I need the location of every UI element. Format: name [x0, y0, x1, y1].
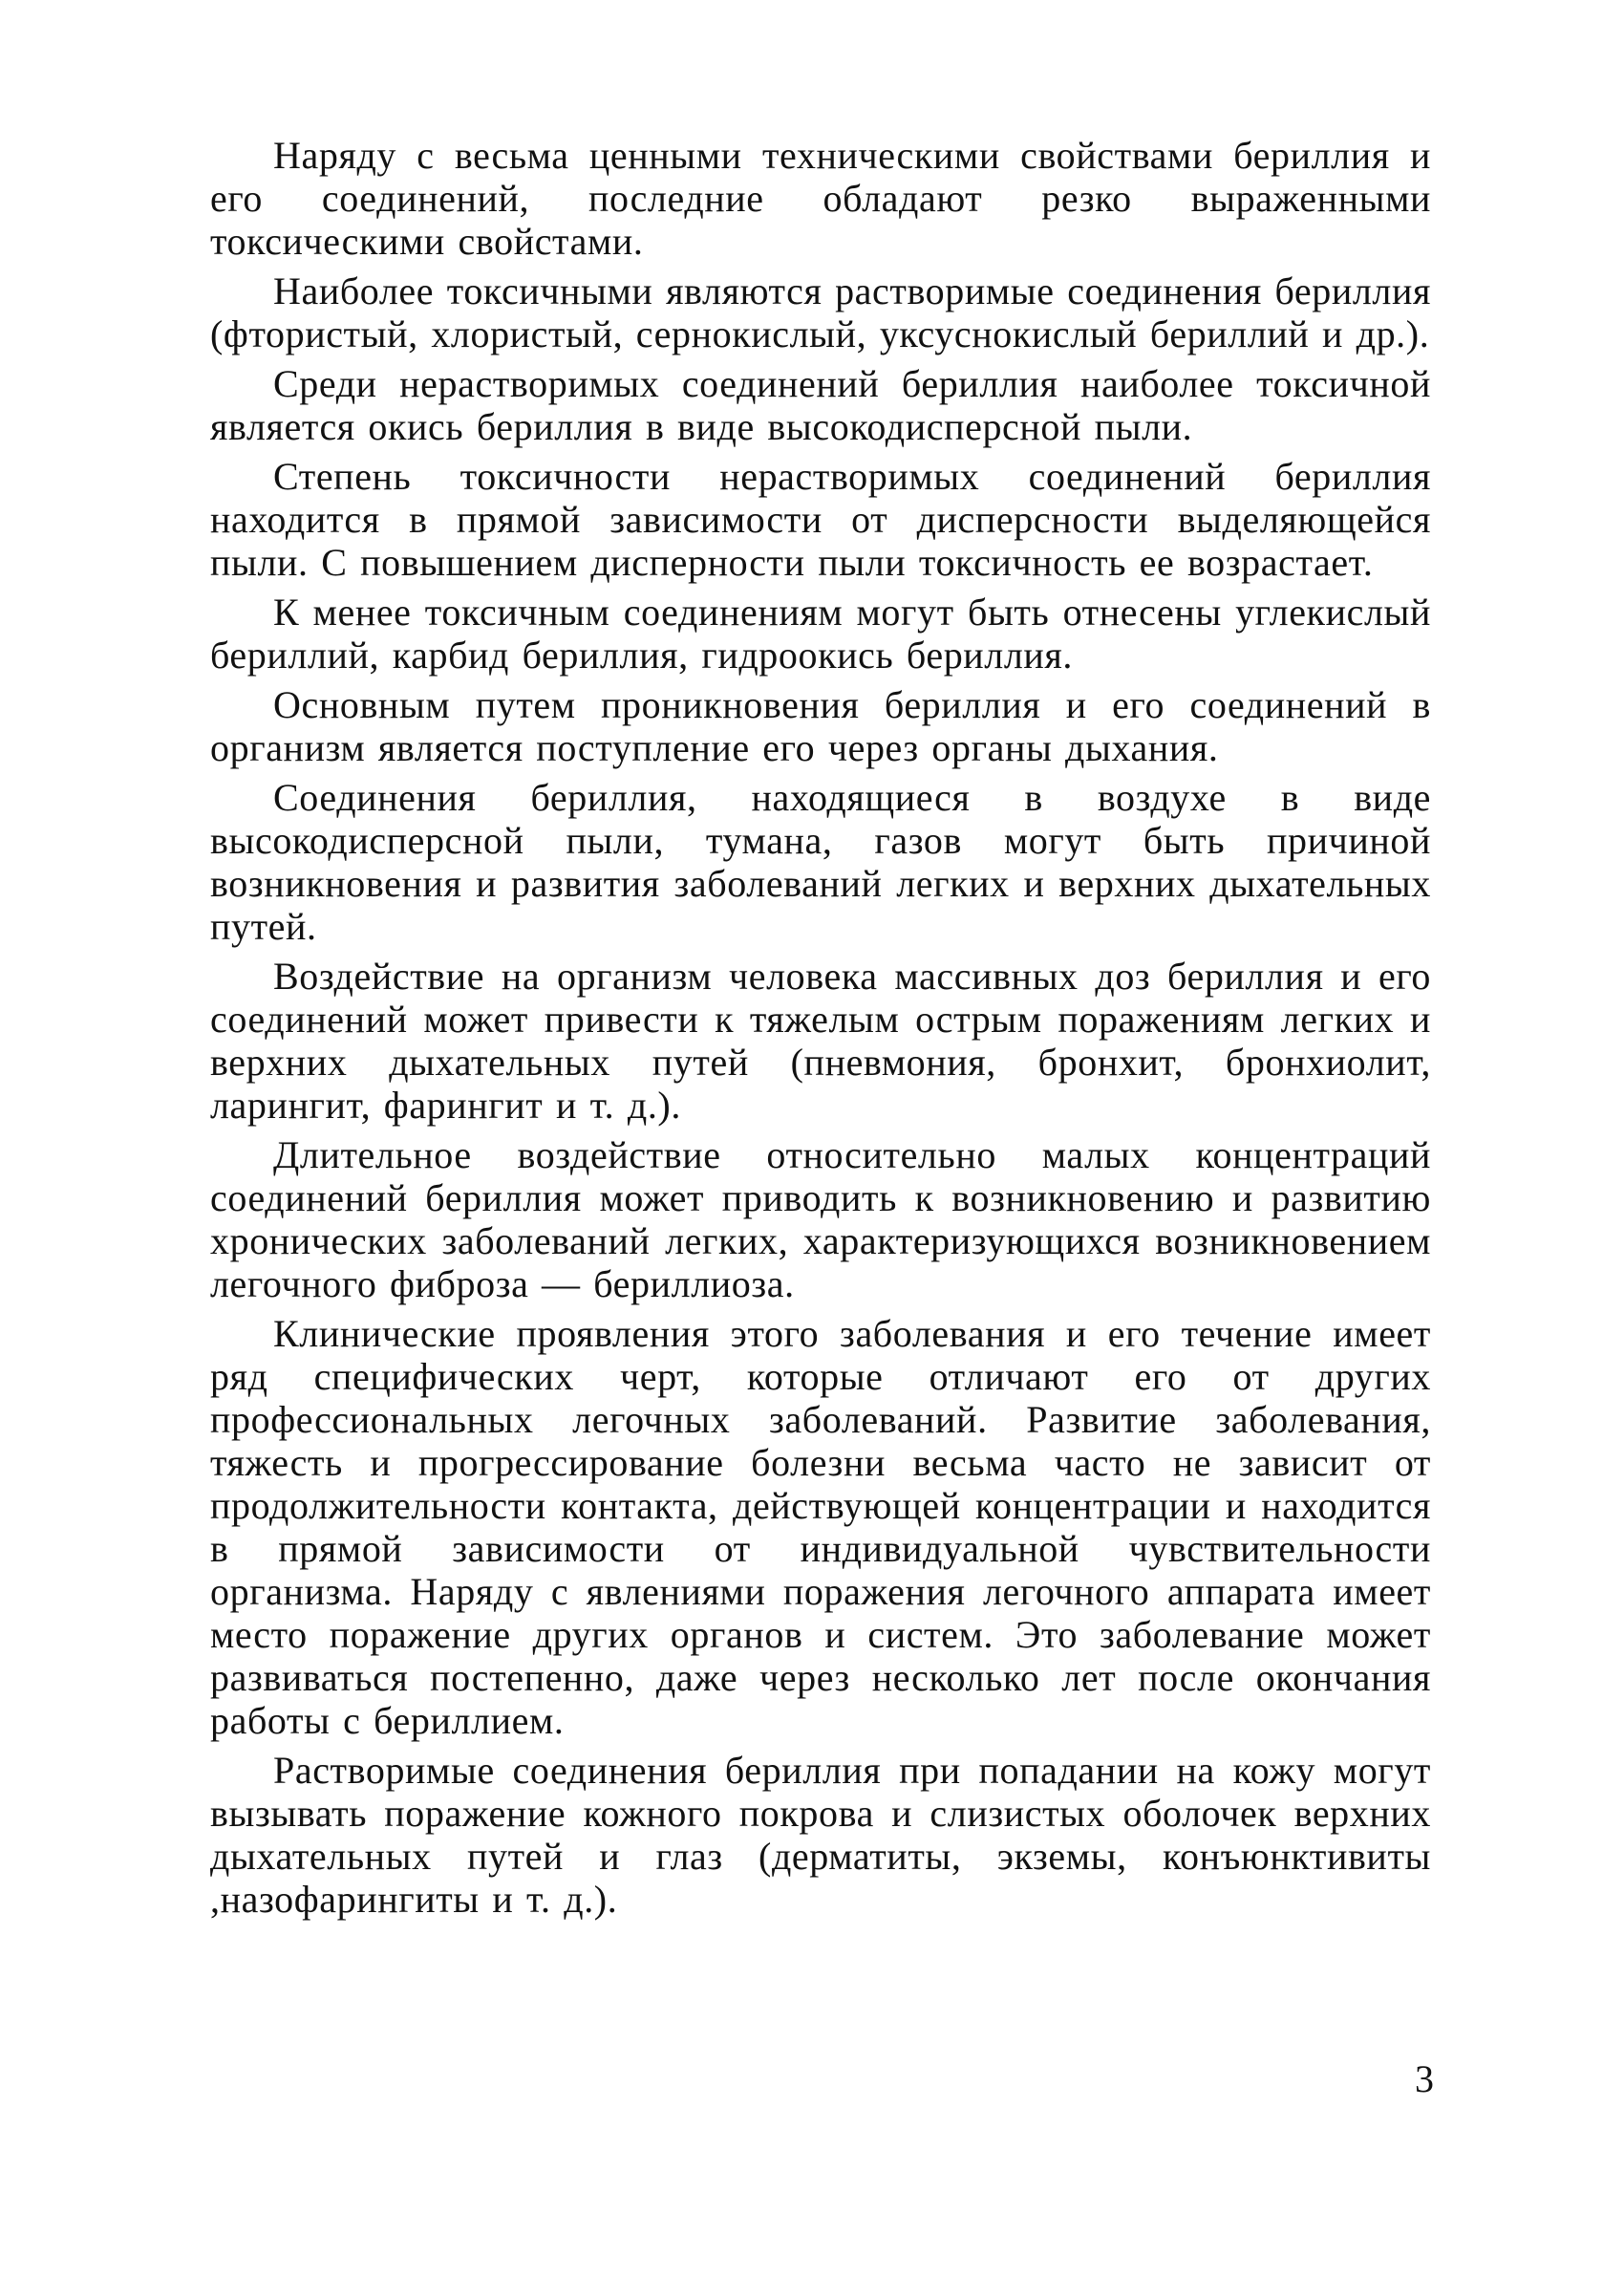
paragraph: Длительное воздействие относительно малых концентраций соединений бериллия может приводить к возникновению и развитию хронических заболеваний легких, характеризующихся возникновением легочного фиброза — бериллиоза.: [210, 1133, 1431, 1305]
paragraph: Клинические проявления этого заболевания и его течение имеет ряд специфических черт, которые отличают его от других профессиональных легочных заболеваний. Развитие заболевания, тяжесть и прогрессирование болезни весьма часто не зависит от продолжительности контакта, действующей концентрации и находится в прямой зависимости от индивидуальной чувствительности организма. Наряду с явлениями поражения легочного аппарата имеет место поражение других органов и систем. Это заболевание может развиваться постепенно, даже через несколько лет после окончания работы с бериллием.: [210, 1312, 1431, 1742]
paragraph: Наиболее токсичными являются растворимые соединения бериллия (фтористый, хлористый, сернокислый, уксуснокислый бериллий и др.).: [210, 269, 1431, 355]
paragraph: Степень токсичности нерастворимых соединений бериллия находится в прямой зависимости от дисперсности выделяющейся пыли. С повышением дисперности пыли токсичность ее возрастает.: [210, 455, 1431, 584]
paragraph: Основным путем проникновения бериллия и его соединений в организм является поступление его через органы дыхания.: [210, 683, 1431, 769]
paragraph: Наряду с весьма ценными техническими свойствами бериллия и его соединений, последние обладают резко выраженными токсическими свойстами.: [210, 134, 1431, 263]
paragraph: К менее токсичным соединениям могут быть отнесены углекислый бериллий, карбид бериллия, гидроокись бериллия.: [210, 591, 1431, 677]
document-body: [210, 134, 1431, 1927]
paragraph: Воздействие на организм человека массивных доз бериллия и его соединений может привести к тяжелым острым поражениям легких и верхних дыхательных путей (пневмония, бронхит, бронхиолит, ларингит, фарингит и т. д.).: [210, 955, 1431, 1127]
paragraph: Среди нерастворимых соединений бериллия наиболее токсичной является окись бериллия в виде высокодисперсной пыли.: [210, 362, 1431, 448]
paragraph: Растворимые соединения бериллия при попадании на кожу могут вызывать поражение кожного покрова и слизистых оболочек верхних дыхательных путей и глаз (дерматиты, экземы, конъюнктивиты ,назофарингиты и т. д.).: [210, 1749, 1431, 1921]
page-number: 3: [1415, 2057, 1434, 2100]
paragraph: Соединения бериллия, находящиеся в воздухе в виде высокодисперсной пыли, тумана, газов могут быть причиной возникновения и развития заболеваний легких и верхних дыхательных путей.: [210, 776, 1431, 948]
